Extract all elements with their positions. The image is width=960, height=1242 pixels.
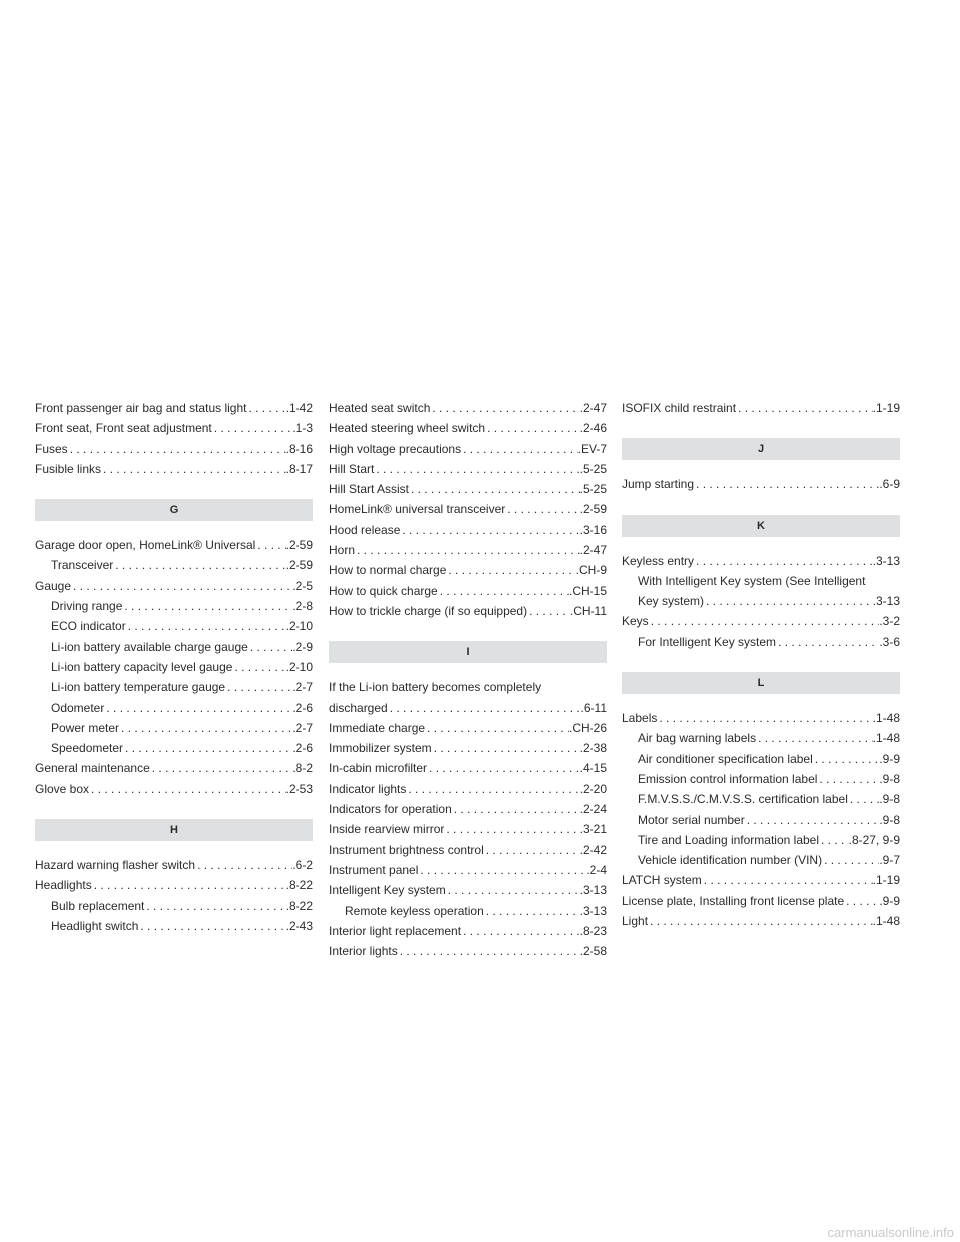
dot-leader: [246, 398, 285, 418]
entry-page-ref: .EV-7: [577, 441, 607, 456]
dot-leader: [694, 551, 873, 571]
section-spacer: [622, 652, 900, 672]
index-entry: [329, 581, 607, 601]
index-entry: [622, 474, 900, 494]
index-entry: [329, 540, 607, 560]
index-entry: [35, 576, 313, 596]
entry-page-ref: .9-8: [879, 792, 900, 807]
dot-leader: [255, 535, 285, 555]
dot-leader: [104, 698, 292, 718]
entry-label: Horn: [329, 543, 356, 558]
entry-page-ref: .2-8: [292, 599, 313, 614]
entry-label: Tire and Loading information label: [638, 832, 820, 847]
entry-label: Odometer: [51, 700, 105, 715]
entry-page-ref: .CH-15: [568, 583, 607, 598]
entry-label: Interior light replacement: [329, 923, 462, 938]
dot-leader: [398, 941, 580, 961]
index-entry: [329, 860, 607, 880]
entry-label: Labels: [622, 711, 658, 726]
index-entry: [35, 855, 313, 875]
dot-leader: [113, 555, 285, 575]
index-subentry: [35, 896, 313, 916]
index-entry: [329, 799, 607, 819]
entry-page-ref: .2-46: [579, 421, 607, 436]
index-entry: [329, 698, 607, 718]
entry-label: Fuses: [35, 441, 68, 456]
index-entry: [35, 418, 313, 438]
entry-label: Jump starting: [622, 477, 695, 492]
dot-leader: [813, 749, 880, 769]
entry-page-ref: .1-48: [872, 731, 900, 746]
entry-page-ref: .8-27, 9-9: [848, 832, 900, 847]
entry-page-ref: .CH-11: [569, 603, 607, 618]
index-entry: [35, 439, 313, 459]
entry-label: Intelligent Key system: [329, 883, 446, 898]
dot-leader: [461, 921, 580, 941]
index-subentry: [622, 728, 900, 748]
dot-leader: [452, 799, 580, 819]
entry-page-ref: .2-7: [292, 680, 313, 695]
entry-label: General maintenance: [35, 761, 150, 776]
entry-page-ref: .2-59: [285, 558, 313, 573]
index-entry: [329, 880, 607, 900]
entry-label: Hill Start Assist: [329, 482, 410, 497]
entry-page-ref: .3-2: [879, 614, 900, 629]
entry-page-ref: .2-6: [292, 700, 313, 715]
dot-leader: [427, 758, 580, 778]
section-heading-g: G: [35, 499, 313, 521]
dot-leader: [438, 581, 569, 601]
dot-leader: [485, 418, 580, 438]
index-column-2: [329, 398, 607, 961]
section-spacer: [329, 663, 607, 677]
index-subentry: [35, 738, 313, 758]
entry-label: Immediate charge: [329, 720, 426, 735]
entry-page-ref: .2-59: [579, 502, 607, 517]
entry-label: For Intelligent Key system: [638, 634, 777, 649]
index-subentry: [329, 901, 607, 921]
entry-page-ref: .9-8: [879, 812, 900, 827]
entry-label: HomeLink® universal transceiver: [329, 502, 506, 517]
index-entry: [329, 779, 607, 799]
index-subentry: [35, 698, 313, 718]
entry-page-ref: .1-48: [872, 914, 900, 929]
watermark: carmanualsonline.info: [827, 1225, 954, 1240]
dot-leader: [819, 830, 849, 850]
dot-leader: [418, 860, 586, 880]
entry-label: How to trickle charge (if so equipped): [329, 603, 528, 618]
dot-leader: [374, 459, 579, 479]
index-subentry: [35, 616, 313, 636]
index-entry: [35, 779, 313, 799]
dot-leader: [406, 779, 579, 799]
index-entry: [35, 535, 313, 555]
entry-label: Heated steering wheel switch: [329, 421, 486, 436]
entry-label: Light: [622, 914, 649, 929]
dot-leader: [126, 616, 286, 636]
entry-page-ref: .6-2: [292, 858, 313, 873]
entry-page-ref: .2-10: [285, 659, 313, 674]
index-entry: [329, 718, 607, 738]
dot-leader: [400, 520, 579, 540]
section-spacer: [35, 479, 313, 499]
section-spacer: [622, 460, 900, 474]
index-entry: [35, 398, 313, 418]
index-subentry: [35, 916, 313, 936]
index-entry: [329, 398, 607, 418]
dot-leader: [248, 637, 293, 657]
entry-label: Hood release: [329, 522, 401, 537]
dot-leader: [484, 840, 580, 860]
entry-page-ref: .2-53: [285, 781, 313, 796]
dot-leader: [122, 596, 292, 616]
dot-leader: [444, 819, 579, 839]
entry-label: Gauge: [35, 578, 72, 593]
index-subentry: [622, 769, 900, 789]
dot-leader: [225, 677, 292, 697]
entry-page-ref: .1-19: [872, 873, 900, 888]
dot-leader: [138, 916, 285, 936]
entry-label: Indicators for operation: [329, 802, 452, 817]
entry-page-ref: .2-7: [292, 720, 313, 735]
index-entry: [329, 819, 607, 839]
dot-leader: [648, 911, 873, 931]
index-entry: [329, 840, 607, 860]
entry-page-ref: .3-13: [872, 553, 900, 568]
index-entry: [329, 941, 607, 961]
entry-label: High voltage precautions: [329, 441, 462, 456]
entry-page-ref: .3-6: [879, 634, 900, 649]
entry-page-ref: .2-9: [292, 639, 313, 654]
entry-page-ref: .1-42: [285, 401, 313, 415]
entry-page-ref: .2-24: [579, 802, 607, 817]
index-entry: [622, 611, 900, 631]
section-spacer: [35, 521, 313, 535]
dot-leader: [432, 738, 580, 758]
entry-label: Hazard warning flasher switch: [35, 858, 196, 873]
dot-leader: [355, 540, 580, 560]
entry-page-ref: .2-4: [586, 862, 607, 877]
entry-label: Driving range: [51, 599, 123, 614]
entry-label: Heated seat switch: [329, 401, 431, 415]
entry-label: Power meter: [51, 720, 120, 735]
index-subentry: [622, 632, 900, 652]
index-subentry: [622, 830, 900, 850]
dot-leader: [776, 632, 879, 652]
entry-page-ref: .4-15: [579, 761, 607, 776]
index-subentry: [35, 596, 313, 616]
entry-page-ref: .9-9: [879, 893, 900, 908]
dot-leader: [527, 601, 570, 621]
index-entry: [35, 758, 313, 778]
entry-page-ref: .3-13: [579, 903, 607, 918]
index-entry: [622, 551, 900, 571]
entry-page-ref: .CH-9: [575, 563, 607, 578]
entry-label: Speedometer: [51, 741, 124, 756]
index-entry: [329, 439, 607, 459]
index-subentry: [622, 850, 900, 870]
entry-label: Headlight switch: [51, 918, 139, 933]
entry-label: discharged: [329, 700, 388, 715]
section-heading-l: L: [622, 672, 900, 694]
entry-page-ref: .8-17: [285, 461, 313, 476]
dot-leader: [101, 459, 286, 479]
dot-leader: [68, 439, 286, 459]
index-entry: [35, 875, 313, 895]
dot-leader: [150, 758, 293, 778]
entry-label: Key system): [638, 594, 705, 609]
dot-leader: [484, 901, 580, 921]
entry-label: ECO indicator: [51, 619, 126, 634]
section-spacer: [622, 537, 900, 551]
entry-page-ref: .3-13: [579, 883, 607, 898]
dot-leader: [736, 398, 873, 418]
entry-label: Keyless entry: [622, 553, 695, 568]
dot-leader: [430, 398, 579, 418]
section-heading-k: K: [622, 515, 900, 537]
dot-leader: [123, 738, 292, 758]
index-entry: [622, 870, 900, 890]
index-subentry: [35, 677, 313, 697]
entry-page-ref: .2-38: [579, 741, 607, 756]
dot-leader: [461, 439, 578, 459]
section-spacer: [35, 799, 313, 819]
entry-label: LATCH system: [622, 873, 702, 888]
dot-leader: [702, 870, 873, 890]
index-entry: [622, 911, 900, 931]
entry-label: Air bag warning labels: [638, 731, 757, 746]
dot-leader: [446, 880, 580, 900]
entry-label: Immobilizer system: [329, 741, 432, 756]
index-subentry: [35, 718, 313, 738]
entry-label: Motor serial number: [638, 812, 745, 827]
entry-label: Glove box: [35, 781, 90, 796]
entry-page-ref: .8-16: [285, 441, 313, 456]
entry-page-ref: .5-25: [579, 461, 607, 476]
section-heading-j: J: [622, 438, 900, 460]
entry-page-ref: .2-43: [285, 918, 313, 933]
dot-leader: [89, 779, 286, 799]
entry-page-ref: .3-13: [872, 594, 900, 609]
entry-page-ref: .1-48: [872, 711, 900, 726]
entry-label: Fusible links: [35, 461, 102, 476]
entry-label: Interior lights: [329, 944, 398, 959]
entry-page-ref: .2-58: [579, 944, 607, 959]
dot-leader: [745, 810, 880, 830]
index-entry: [329, 520, 607, 540]
entry-label: Remote keyless operation: [345, 903, 484, 918]
index-subentry: [622, 810, 900, 830]
entry-page-ref: .8-2: [292, 761, 313, 776]
entry-page-ref: .6-9: [879, 477, 900, 492]
dot-leader: [822, 850, 879, 870]
index-subentry: [622, 591, 900, 611]
index-entry: [329, 418, 607, 438]
entry-page-ref: .1-19: [872, 401, 900, 415]
section-heading-h: H: [35, 819, 313, 841]
index-entry: [329, 677, 607, 697]
entry-page-ref: .9-8: [879, 771, 900, 786]
index-entry: [329, 499, 607, 519]
dot-leader: [505, 499, 579, 519]
dot-leader: [144, 896, 285, 916]
dot-leader: [694, 474, 879, 494]
entry-page-ref: .2-10: [285, 619, 313, 634]
section-spacer: [622, 694, 900, 708]
index-entry: [329, 921, 607, 941]
entry-label: Instrument brightness control: [329, 842, 484, 857]
entry-label: Li-ion battery capacity level gauge: [51, 659, 233, 674]
index-entry: [622, 891, 900, 911]
section-spacer: [329, 621, 607, 641]
entry-page-ref: .9-7: [879, 853, 900, 868]
entry-label: Emission control information label: [638, 771, 818, 786]
entry-label: Li-ion battery temperature gauge: [51, 680, 226, 695]
entry-label: In-cabin microfilter: [329, 761, 428, 776]
dot-leader: [212, 418, 293, 438]
entry-page-ref: .3-16: [579, 522, 607, 537]
entry-label: With Intelligent Key system (See Intelligent: [638, 573, 866, 588]
entry-label: Bulb replacement: [51, 898, 145, 913]
entry-label: Headlights: [35, 878, 92, 893]
index-entry: [329, 479, 607, 499]
entry-label: Indicator lights: [329, 781, 407, 796]
entry-label: ISOFIX child restraint: [622, 401, 737, 415]
entry-page-ref: .3-21: [579, 822, 607, 837]
dot-leader: [71, 576, 292, 596]
index-entry: [329, 459, 607, 479]
dot-leader: [844, 891, 879, 911]
entry-page-ref: .2-47: [579, 543, 607, 558]
entry-label: Hill Start: [329, 461, 375, 476]
index-entry: [329, 758, 607, 778]
entry-page-ref: .2-20: [579, 781, 607, 796]
entry-page-ref: .8-22: [285, 878, 313, 893]
index-subentry: [622, 571, 900, 591]
entry-label: F.M.V.S.S./C.M.V.S.S. certification label: [638, 792, 848, 807]
dot-leader: [195, 855, 292, 875]
dot-leader: [817, 769, 879, 789]
entry-label: Instrument panel: [329, 862, 419, 877]
dot-leader: [756, 728, 873, 748]
index-subentry: [35, 637, 313, 657]
index-subentry: [35, 657, 313, 677]
dot-leader: [388, 698, 581, 718]
entry-page-ref: .8-23: [579, 923, 607, 938]
section-spacer: [622, 495, 900, 515]
index-entry: [329, 560, 607, 580]
index-subentry: [622, 749, 900, 769]
entry-label: Keys: [622, 614, 649, 629]
entry-label: Li-ion battery available charge gauge: [51, 639, 248, 654]
section-spacer: [622, 418, 900, 438]
entry-label: Vehicle identification number (VIN): [638, 853, 823, 868]
entry-label: Garage door open, HomeLink® Universal: [35, 538, 256, 553]
entry-label: License plate, Installing front license plate: [622, 893, 845, 908]
dot-leader: [92, 875, 286, 895]
index-entry: [622, 398, 900, 418]
entry-label: If the Li-ion battery becomes completely: [329, 680, 542, 695]
entry-label: Front passenger air bag and status light: [35, 401, 247, 415]
entry-page-ref: .2-42: [579, 842, 607, 857]
entry-page-ref: .2-47: [579, 401, 607, 415]
index-entry: [622, 708, 900, 728]
dot-leader: [232, 657, 285, 677]
dot-leader: [425, 718, 569, 738]
entry-page-ref: .6-11: [580, 700, 607, 715]
entry-page-ref: .1-3: [292, 421, 313, 436]
index-subentry: [35, 555, 313, 575]
dot-leader: [848, 789, 879, 809]
entry-label: Inside rearview mirror: [329, 822, 445, 837]
entry-page-ref: .2-5: [292, 578, 313, 593]
dot-leader: [409, 479, 580, 499]
dot-leader: [649, 611, 880, 631]
index-entry: [35, 459, 313, 479]
dot-leader: [446, 560, 575, 580]
index-entry: [329, 601, 607, 621]
index-entry: [329, 738, 607, 758]
entry-page-ref: .9-9: [879, 751, 900, 766]
index-column-1: [35, 398, 313, 936]
dot-leader: [119, 718, 292, 738]
section-spacer: [35, 841, 313, 855]
dot-leader: [704, 591, 873, 611]
entry-label: Transceiver: [51, 558, 114, 573]
section-heading-i: I: [329, 641, 607, 663]
entry-page-ref: .2-6: [292, 741, 313, 756]
entry-page-ref: .CH-26: [568, 720, 607, 735]
entry-page-ref: .5-25: [579, 482, 607, 497]
dot-leader: [657, 708, 872, 728]
entry-page-ref: .8-22: [285, 898, 313, 913]
index-subentry: [622, 789, 900, 809]
entry-label: Front seat, Front seat adjustment: [35, 421, 212, 436]
index-column-3: [622, 398, 900, 931]
entry-label: How to quick charge: [329, 583, 438, 598]
entry-label: Air conditioner specification label: [638, 751, 813, 766]
entry-label: How to normal charge: [329, 563, 447, 578]
entry-page-ref: .2-59: [285, 538, 313, 553]
